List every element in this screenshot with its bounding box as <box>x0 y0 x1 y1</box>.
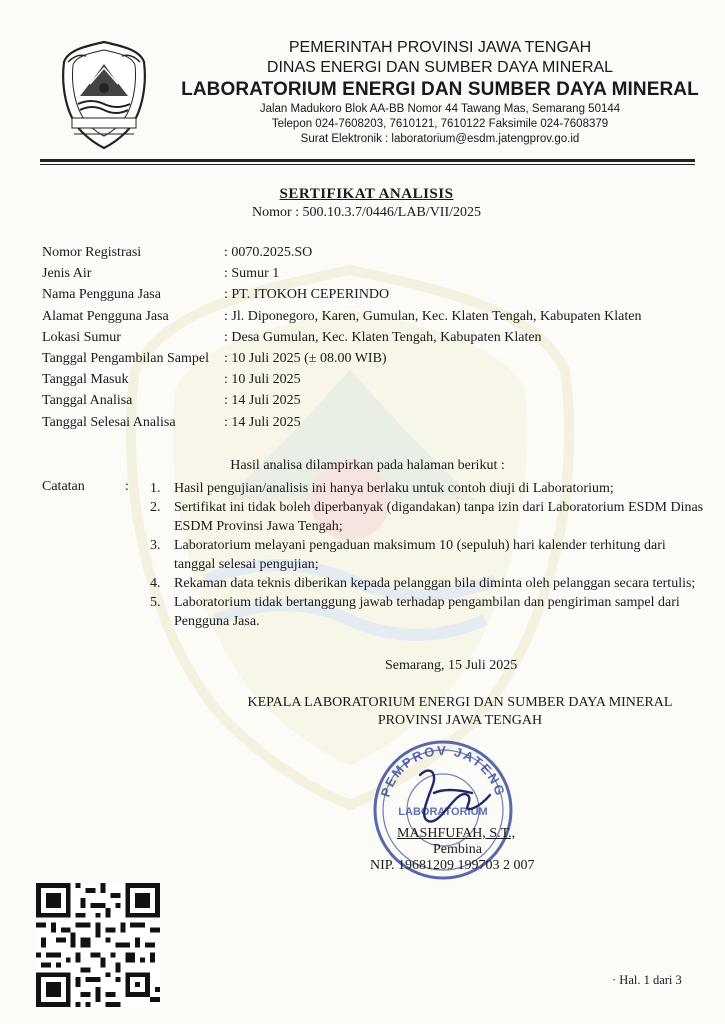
note-item <box>150 479 710 498</box>
field-row <box>42 263 702 284</box>
notes-label: Catatan <box>42 479 85 494</box>
note-item <box>150 593 710 631</box>
results-intro-text: Hasil analisa dilampirkan pada halaman berikut : <box>230 458 505 473</box>
letterhead-email: Surat Elektronik : laboratorium@esdm.jatengprov.go.id <box>300 133 580 145</box>
note-number: 3. <box>150 538 161 553</box>
document-title: SERTIFIKAT ANALISIS <box>279 186 454 202</box>
jawa-tengah-emblem-logo <box>60 38 148 150</box>
signer-nip: NIP. 19681209 199703 2 007 <box>370 858 535 873</box>
signatory-title <box>230 694 690 730</box>
note-number: 1. <box>150 481 161 496</box>
field-row <box>42 348 702 369</box>
note-item <box>150 498 710 536</box>
field-label: Lokasi Sumur <box>42 329 121 345</box>
note-item <box>150 574 710 593</box>
field-label: Nama Pengguna Jasa <box>42 287 161 303</box>
field-value: : Jl. Diponegoro, Karen, Gumulan, Kec. Klaten Tengah, Kabupaten Klaten <box>224 308 642 324</box>
signatory-title-line1: KEPALA LABORATORIUM ENERGI DAN SUMBER DAYA MINERAL <box>247 695 673 710</box>
note-text: Laboratorium melayani pengaduan maksimum 10 (sepuluh) hari kalender terhitung dari tanggal selesai pengujian; <box>174 538 666 572</box>
field-label: Tanggal Masuk <box>42 372 129 388</box>
note-text: Sertifikat ini tidak boleh diperbanyak (digandakan) tanpa izin dari Laboratorium ESDM Dinas ESDM Provinsi Jawa Tengah; <box>174 500 704 534</box>
signer-name: MASHFUFAH, S.T., <box>397 826 516 841</box>
note-text: Hasil pengujian/analisis ini hanya berlaku untuk contoh diuji di Laboratorium; <box>174 481 614 496</box>
registration-fields <box>42 242 702 433</box>
note-number: 2. <box>150 500 161 515</box>
field-value: : 0070.2025.SO <box>224 245 313 260</box>
note-number: 5. <box>150 595 161 610</box>
results-intro <box>0 458 725 474</box>
field-label: Alamat Pengguna Jasa <box>42 308 169 324</box>
field-label: Tanggal Pengambilan Sampel <box>42 350 209 366</box>
note-item <box>150 536 710 574</box>
page-number: · Hal. 1 dari 3 <box>612 973 682 987</box>
note-text: Laboratorium tidak bertanggung jawab terhadap pengambilan dan pengiriman sampel dari Pengguna Jasa. <box>174 595 680 629</box>
stamp-center-text: LABORATORIUM <box>398 806 488 818</box>
letterhead-government: PEMERINTAH PROVINSI JAWA TENGAH <box>288 39 592 56</box>
field-value: : Sumur 1 <box>224 266 280 282</box>
field-row <box>42 390 702 411</box>
field-label: Tanggal Analisa <box>42 393 133 409</box>
field-value: : 10 Juli 2025 <box>224 372 301 388</box>
letterhead <box>160 38 720 147</box>
field-row <box>42 284 702 305</box>
field-value: : Desa Gumulan, Kec. Klaten Tengah, Kabupaten Klaten <box>224 329 542 345</box>
field-row <box>42 327 702 348</box>
letterhead-phone: Telepon 024-7608203, 7610121, 7610122 Faksimile 024-7608379 <box>271 118 609 130</box>
note-number: 4. <box>150 576 161 591</box>
field-label: Jenis Air <box>42 266 92 282</box>
notes-colon: : <box>125 479 129 494</box>
qr-code <box>36 883 160 1007</box>
letterhead-rule-thick <box>40 159 695 162</box>
notes-list <box>150 479 710 631</box>
field-row <box>42 412 702 433</box>
signatory-title-line2: PROVINSI JAWA TENGAH <box>377 713 543 728</box>
field-value: : PT. ITOKOH CEPERINDO <box>224 287 390 303</box>
document-number: Nomor : 500.10.3.7/0446/LAB/VII/2025 <box>251 205 482 220</box>
field-row <box>42 306 702 327</box>
stamp-top-text: PEMPROV JATENG <box>377 742 509 799</box>
field-value: : 14 Juli 2025 <box>224 393 301 409</box>
field-row <box>42 369 702 390</box>
letterhead-address: Jalan Madukoro Blok AA-BB Nomor 44 Tawang Mas, Semarang 50144 <box>259 103 621 115</box>
signer-rank: Pembina <box>433 842 482 857</box>
field-row <box>42 242 702 263</box>
note-text: Rekaman data teknis diberikan kepada pelanggan bila diminta oleh pelanggan secara tertulis; <box>174 576 696 591</box>
letterhead-rule-thin <box>40 164 695 165</box>
field-label: Tanggal Selesai Analisa <box>42 414 176 430</box>
document-heading <box>0 185 725 222</box>
field-value: : 14 Juli 2025 <box>224 414 301 430</box>
field-label: Nomor Registrasi <box>42 245 142 260</box>
field-value: : 10 Juli 2025 (± 08.00 WIB) <box>224 350 387 366</box>
letterhead-agency: DINAS ENERGI DAN SUMBER DAYA MINERAL <box>266 59 614 76</box>
place-date: Semarang, 15 Juli 2025 <box>385 658 518 673</box>
letterhead-laboratory: LABORATORIUM ENERGI DAN SUMBER DAYA MINERAL <box>181 79 699 100</box>
